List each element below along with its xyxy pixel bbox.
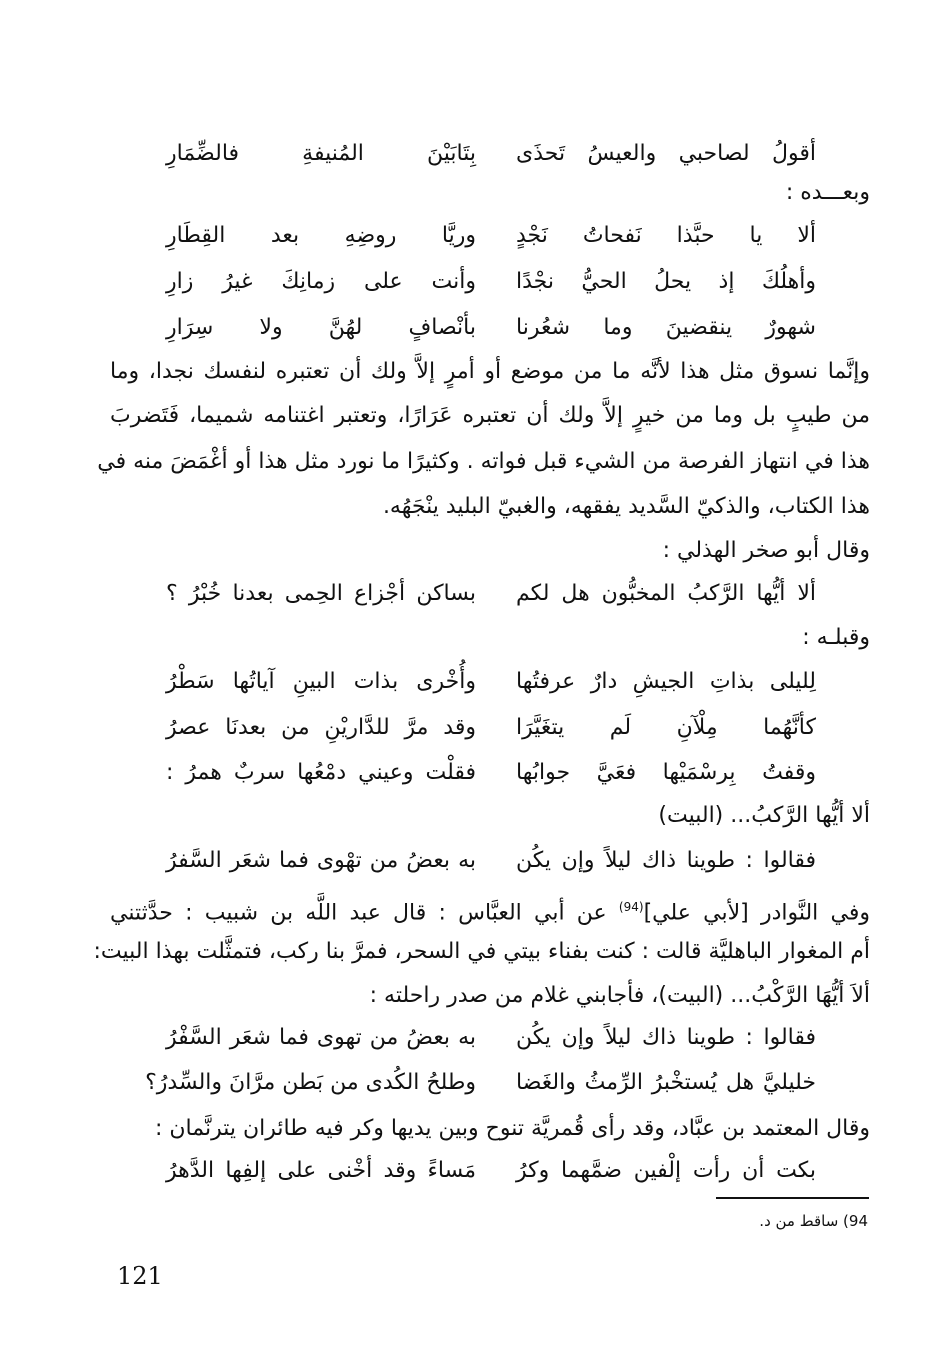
verse-hemistich-1: ألا يا حبَّذا نَفحاتُ نَجْدٍ (516, 223, 816, 248)
verse-hemistich-2: بأنْصافٍ لهُنَّ ولا سِرَارِ (166, 315, 476, 340)
verse-hemistich-1: فقالوا : طوينا ذاك ليلاً وإن يكُن (516, 848, 816, 873)
verse-hemistich-2: وريَّا روضِهِ بعد القِطَارِ (166, 223, 476, 248)
paragraph-line: وقال المعتمد بن عبَّاد، وقد رأى قُمريَّة تنوح وبين يديها وكر فيه طائران يترنَّمان : (155, 1116, 870, 1141)
paragraph-line (110, 891, 870, 929)
poem-intro: وقال أبو صخر الهذلي : (662, 538, 870, 563)
footnote-divider (716, 1197, 869, 1199)
verse-hemistich-1: وقفتُ بِرسْمَيْها فعَيَّ جوابُها (516, 760, 816, 785)
section-label: وقبلـه : (802, 625, 870, 650)
verse-hemistich-1: لِليلى بذاتِ الجيشِ دارٌ عرفتُها (516, 669, 816, 694)
page-number: 121 (117, 1262, 163, 1290)
verse-hemistich-1: شهورٌ ينقضينَ وما شعُرنا (516, 315, 816, 340)
verse-hemistich-2: بِتَابَيْنَ المُنيفةِ فالضِّمَارِ (166, 141, 476, 166)
verse-hemistich-2: وطلحُ الكُدى من بَطن مرَّانَ والسِّدرُ؟ (145, 1070, 476, 1095)
paragraph-line: ألاَ أيُّهَا الرَّكْبُ... (البيت)، فأجابني غلام من صدر راحلته : (369, 983, 870, 1008)
verse-hemistich-2: وقد مرَّ للدَّاريْنِ من بعدنَا عصرُ (166, 715, 476, 740)
paragraph-line: وإنَّما نسوق مثل هذا لأنَّه ما من موضع أو أمرٍ إلاَّ ولك أن تعتبره لنفسك نجدا، وما (110, 359, 870, 384)
paragraph-text: عن أبي العبَّاس : قال عبد اللَّه بن شبيب : حدَّثتني (110, 900, 619, 926)
paragraph-text: وفي النَّوادر [لأبي علي] (643, 900, 870, 926)
verse-hemistich-2: وأُخْرى بذات البينِ آياتُها سَطْرُ (166, 669, 476, 694)
verse-hemistich-1: كأنَّهُما مِلْآنِ لَم يتغَيَّرَا (516, 715, 816, 740)
verse-hemistich-2: به بعضُ من تهوى فما شعَر السَّفْرُ (166, 1025, 476, 1050)
verse-hemistich-2: وأنت على زمانِكَ غيرُ زارِ (166, 269, 476, 294)
verse-hemistich-2: بساكن أجْزاع الحِمى بعدنا خُبْرُ ؟ (166, 581, 476, 606)
paragraph-line: هذا الكتاب، والذكيّ السَّديد يفقهه، والغبيّ البليد ينْجَهُه. (382, 494, 870, 519)
verse-hemistich-1: بكت أن رأت إلْفين ضمَّهما وكرُ (516, 1158, 816, 1183)
verse-hemistich-1: أقولُ لصاحبي والعيسُ تَحذَى (516, 141, 816, 166)
verse-reference: ألا أيُّها الرَّكبُ... (البيت) (658, 803, 870, 828)
footnote-ref: (94) (618, 900, 644, 914)
paragraph-line: من طيبٍ بل وما من خيرٍ إلاَّ ولك أن تعتبره عَرَارًا، وتعتبر اغتنامه شميما، فَتَضربَ (110, 403, 870, 428)
verse-hemistich-1: فقالوا : طوينا ذاك ليلاً وإن يكُن (516, 1025, 816, 1050)
verse-hemistich-1: خليليَّ هل يُستخْبرُ الرِّمثُ والغَضا (516, 1070, 816, 1095)
verse-hemistich-1: وأهلُكَ إذ يحلُ الحيُّ نجْدًا (516, 269, 816, 294)
paragraph-line: هذا في انتهاز الفرصة من الشيء قبل فواته . وكثيرًا ما نورد مثل هذا أو أغْمَضَ منه في (97, 449, 870, 474)
verse-hemistich-1: ألا أيُّها الرَّكبُ المخبُّون هل لكم (516, 581, 816, 606)
verse-hemistich-2: فقلْت وعيني دمْعُها سربٌ همرُ : (166, 760, 476, 785)
verse-hemistich-2: به بعضُ من تهْوى فما شعَر السَّفرُ (166, 848, 476, 873)
paragraph-line: أم المغوار الباهليَّة قالت : كنت بفناء بيتي في السحر، فمرَّ بنا ركب، فتمثَّلت بهذا البيت: (93, 939, 870, 964)
section-label: وبعـــده : (785, 180, 870, 205)
footnote: 94) ساقط من د. (759, 1212, 868, 1230)
verse-hemistich-2: مَساءً وقد أخْنى على إلفِها الدَّهرُ (166, 1158, 476, 1183)
